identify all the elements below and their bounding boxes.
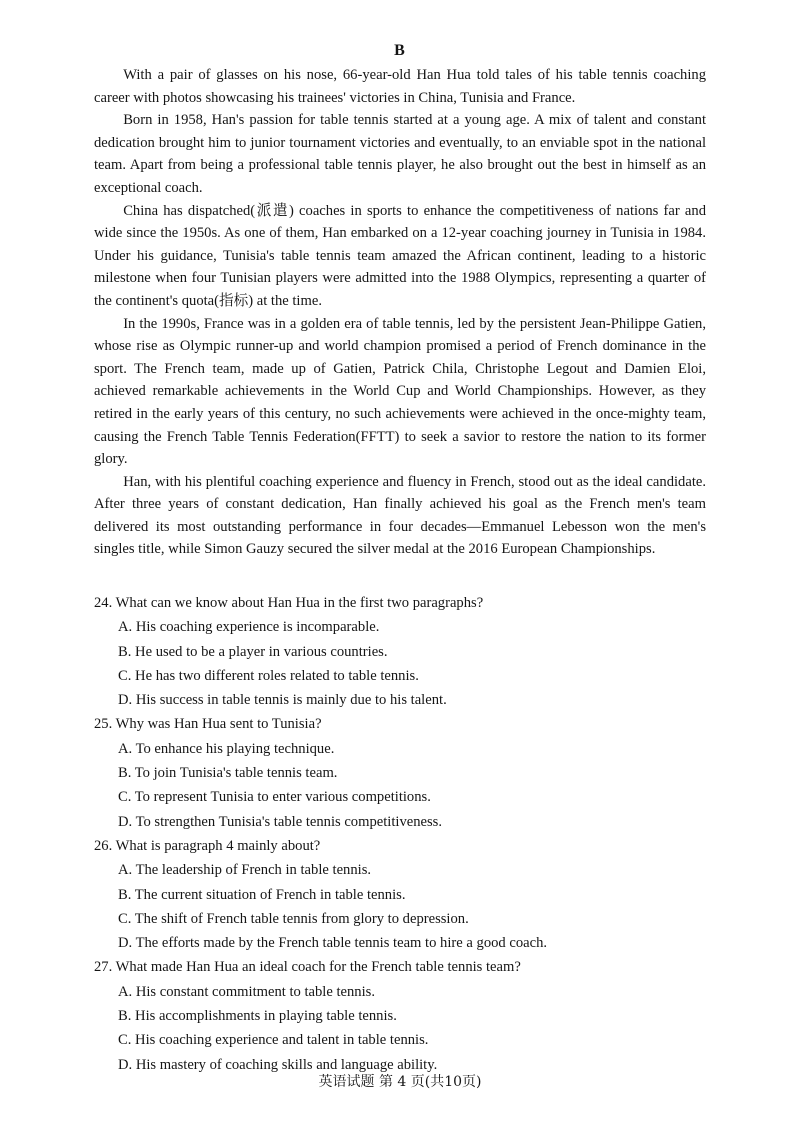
- option-c: C. He has two different roles related to table tennis.: [118, 667, 419, 684]
- option-b: B. The current situation of French in table tennis.: [118, 886, 406, 903]
- option-a: A. His coaching experience is incomparable.: [118, 619, 380, 636]
- option-a: A. The leadership of French in table tennis.: [118, 862, 372, 879]
- option-b: B. He used to be a player in various countries.: [118, 643, 388, 660]
- passage-paragraph-1: With a pair of glasses on his nose, 66-year-old Han Hua told tales of his table tennis coaching career with photos showcasing his trainees' victories in China, Tunisia and France.: [94, 67, 706, 106]
- question-26: [94, 834, 706, 955]
- option-c: C. His coaching experience and talent in table tennis.: [118, 1032, 429, 1049]
- option-d: D. The efforts made by the French table tennis team to hire a good coach.: [118, 935, 548, 952]
- passage-paragraph-3: China has dispatched(派遣) coaches in sports to enhance the competitiveness of nations far and wide since the 1950s. As one of them, Han embarked on a 12-year coaching journey in Tunisia in 1984. Under his guidance, Tunisia's table tennis team amazed the African continent, leading to a historic milestone when four Tunisian players were admitted into the 1988 Olympics, representing a quarter of the continent's quota(指标) at the time.: [94, 202, 706, 309]
- question-27: [94, 955, 706, 1076]
- page-footer: 英语试题 第 4 页(共10页): [318, 1074, 482, 1090]
- question-stem: 27. What made Han Hua an ideal coach for the French table tennis team?: [94, 959, 521, 976]
- option-c: C. To represent Tunisia to enter various competitions.: [118, 789, 431, 806]
- option-d: D. His success in table tennis is mainly due to his talent.: [118, 692, 447, 709]
- question-25: [94, 712, 706, 833]
- question-stem: 26. What is paragraph 4 mainly about?: [94, 837, 321, 854]
- option-d: D. To strengthen Tunisia's table tennis competitiveness.: [118, 813, 442, 830]
- option-d: D. His mastery of coaching skills and language ability.: [118, 1056, 438, 1073]
- question-stem: 25. Why was Han Hua sent to Tunisia?: [94, 716, 322, 733]
- passage-paragraph-2: Born in 1958, Han's passion for table tennis started at a young age. A mix of talent and constant dedication brought him to junior tournament victories and eventually, to an enviable spot in the national team. Apart from being a professional table tennis player, he also brought out the best in himself as an exceptional coach.: [94, 112, 706, 196]
- option-b: B. To join Tunisia's table tennis team.: [118, 765, 338, 782]
- question-24: [94, 591, 706, 712]
- question-stem: 24. What can we know about Han Hua in the first two paragraphs?: [94, 595, 484, 611]
- option-b: B. His accomplishments in playing table tennis.: [118, 1008, 397, 1025]
- passage-paragraph-5: Han, with his plentiful coaching experience and fluency in French, stood out as the ideal candidate. After three years of constant dedication, Han finally achieved his goal as the French men's team delivered its most outstanding performance in four decades—Emmanuel Lebesson won the men's singles title, while Simon Gauzy secured the silver medal at the 2016 European Championships.: [94, 473, 706, 558]
- reading-passage: [94, 64, 706, 561]
- passage-paragraph-4: In the 1990s, France was in a golden era of table tennis, led by the persistent Jean-Philippe Gatien, whose rise as Olympic runner-up and world champion promised a period of French dominance in the sport. The French team, made up of Gatien, Patrick Chila, Christophe Legout and Damien Eloi, achieved remarkable achievements in the World Cup and World Championships. However, as they retired in the early years of this century, no such achievements were achieved in the once-mighty team, causing the French Table Tennis Federation(FFTT) to seek a savior to restore the nation to its former glory.: [94, 315, 706, 468]
- option-a: A. To enhance his playing technique.: [118, 740, 335, 757]
- option-c: C. The shift of French table tennis from glory to depression.: [118, 910, 469, 927]
- option-a: A. His constant commitment to table tennis.: [118, 983, 375, 1000]
- section-heading: B: [394, 42, 406, 59]
- question-list: [94, 591, 706, 1077]
